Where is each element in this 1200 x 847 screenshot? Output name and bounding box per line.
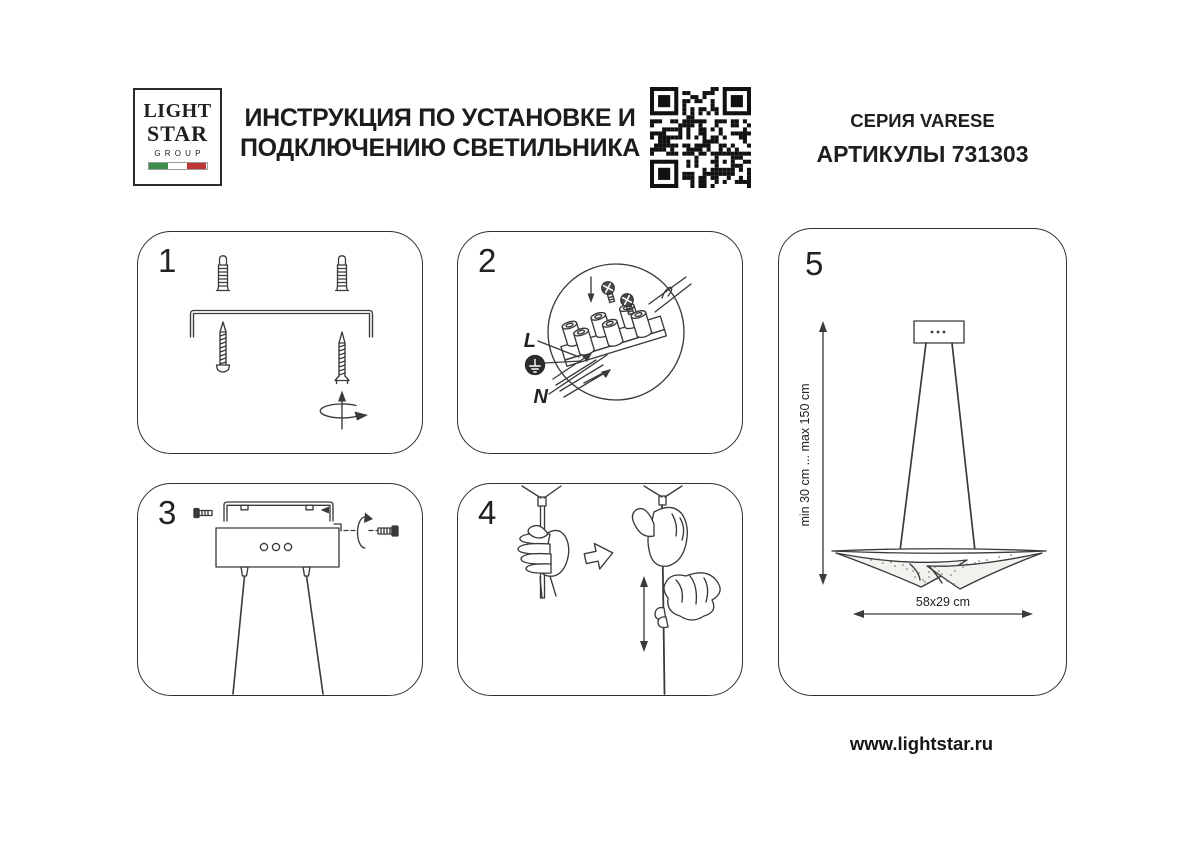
- page-title: [228, 103, 652, 163]
- screw-icon: [335, 332, 349, 384]
- cloth-icon: [655, 573, 720, 628]
- step2-diagram: [458, 232, 742, 453]
- step-panel-5: [778, 228, 1067, 696]
- website-url: www.lightstar.ru: [849, 733, 994, 754]
- step5-diagram: [779, 229, 1066, 695]
- hand-grip-icon: [632, 507, 687, 566]
- rotate-arrow-icon: [320, 391, 368, 430]
- series-block: [780, 110, 1065, 168]
- step-panel-2: [457, 231, 743, 454]
- shade-size-label: 58x29 cm: [915, 595, 971, 609]
- step4-diagram: [458, 484, 742, 695]
- outgoing-cable-icon: [649, 277, 691, 312]
- articles-label: АРТИКУЛЫ 731303: [816, 141, 1029, 167]
- step-panel-3: [137, 483, 423, 696]
- step-number-5: 5: [805, 245, 824, 282]
- insert-arrow-icon: [588, 277, 595, 303]
- height-range-label: min 30 cm ... max 150 cm: [798, 383, 812, 527]
- title-line-2: ПОДКЛЮЧЕНИЮ СВЕТИЛЬНИКА: [239, 134, 641, 162]
- right-arrow-icon: [583, 540, 616, 571]
- screw-icon: [378, 526, 398, 536]
- flag-green: [149, 163, 168, 169]
- step1-diagram: [138, 232, 422, 453]
- logo-text-light: LIGHT: [143, 100, 212, 122]
- screw-icon: [194, 509, 212, 518]
- step-number-2: 2: [478, 242, 497, 279]
- step-panel-4: [457, 483, 743, 696]
- step-panel-1: [137, 231, 423, 454]
- flag-white: [168, 163, 187, 169]
- canopy-icon: [914, 321, 964, 343]
- hand-grip-icon: [518, 526, 569, 598]
- pendant-lamp-shade-icon: [832, 549, 1046, 589]
- step-number-4: 4: [478, 494, 497, 531]
- logo-text-star: STAR: [146, 121, 209, 146]
- suspension-cable-icon: [900, 343, 975, 551]
- live-label: L: [523, 330, 536, 352]
- step-number-1: 1: [158, 242, 177, 279]
- earth-ground-icon: [526, 356, 545, 375]
- flag-red: [187, 163, 206, 169]
- series-label: СЕРИЯ VARESE: [850, 110, 995, 131]
- wall-anchor-icon: [336, 256, 349, 291]
- canopy-icon: [216, 528, 339, 567]
- step3-diagram: [138, 484, 422, 695]
- title-line-1: ИНСТРУКЦИЯ ПО УСТАНОВКЕ И: [244, 104, 636, 132]
- width-dimension-arrow-icon: [853, 610, 1033, 618]
- terminal-block-icon: [555, 296, 667, 366]
- italian-flag-stripe-icon: [148, 162, 208, 170]
- neutral-label: N: [533, 386, 548, 408]
- mounting-bracket-icon: [191, 311, 373, 338]
- suspension-cable-icon: [233, 567, 323, 694]
- mounting-bracket-icon: [224, 502, 333, 521]
- earth-leader-line: [545, 361, 581, 363]
- screw-icon: [217, 322, 230, 372]
- wall-anchor-icon: [217, 256, 230, 291]
- qr-code-icon: [650, 86, 751, 189]
- logo-text-group: GROUP: [154, 149, 205, 158]
- up-down-arrow-icon: [640, 576, 648, 652]
- step-number-3: 3: [158, 494, 177, 531]
- terminal-screw-icon: [600, 280, 618, 303]
- lightstar-logo: [133, 88, 222, 186]
- height-dimension-arrow-icon: [819, 321, 827, 585]
